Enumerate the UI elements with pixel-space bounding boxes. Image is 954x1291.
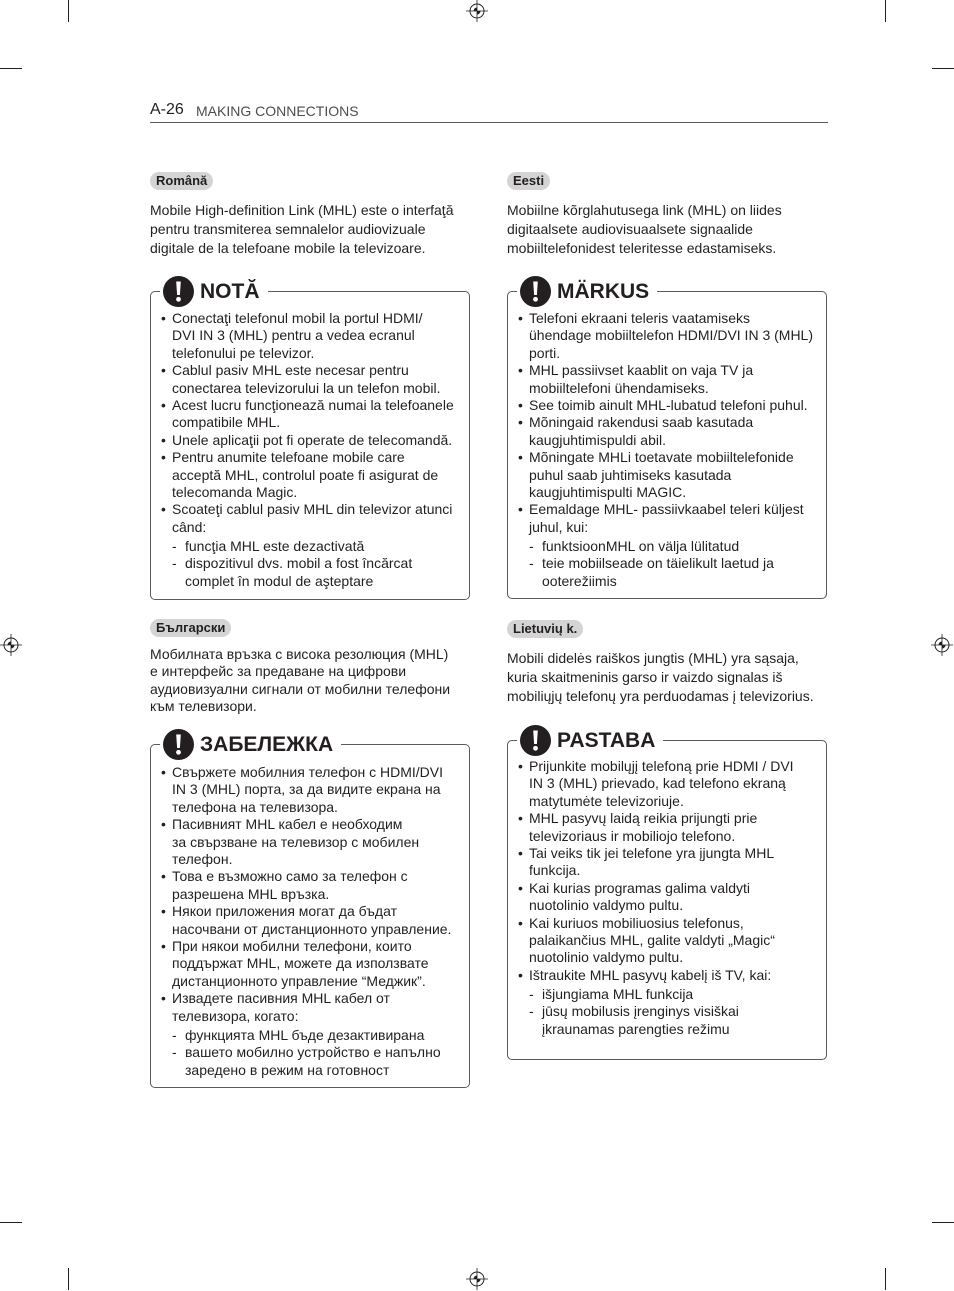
exclamation-circle-graphic: [520, 276, 551, 307]
intro-paragraph: [507, 201, 782, 258]
note-header: [160, 276, 268, 307]
language-badge: Български: [150, 619, 231, 637]
list-item: [529, 758, 826, 810]
list-item: [172, 938, 469, 990]
list-item: [529, 310, 826, 362]
registration-mark-graphic: [0, 634, 22, 656]
sub-list: [529, 538, 826, 590]
language-section-romana: [150, 172, 470, 600]
note-header: [160, 729, 341, 760]
list-item: [529, 845, 826, 880]
exclamation-circle-icon: [163, 276, 194, 307]
crop-mark: [885, 1268, 886, 1290]
registration-mark-icon: [0, 634, 22, 656]
note-title: PASTABA: [557, 729, 656, 752]
text-line: Mobiilne kõrglahutusega link (MHL) on liides: [507, 201, 782, 218]
list-item-line: nuotolinio valdymo pultu.: [529, 949, 684, 966]
list-item-line: ühendage mobiiltelefon HDMI/DVI IN 3 (MHL): [529, 327, 814, 344]
list-item-line: • See toimib ainult MHL-lubatud telefoni puhul.: [529, 397, 808, 414]
list-item-line: porti.: [529, 344, 561, 361]
note-list: [508, 292, 826, 590]
note-title: NOTĂ: [200, 280, 260, 303]
text-line: Mobili didelės raiškos jungtis (MHL) yra sąsaja,: [507, 649, 799, 666]
list-item-line: • Ištraukite MHL pasyvų kabelį iš TV, kai:: [529, 966, 772, 983]
list-item-line: telefonului pe televizor.: [172, 344, 315, 361]
list-item: [172, 397, 469, 432]
sub-item-line: - teie mobiilseade on täielikult laetud ja: [542, 555, 774, 572]
sub-item-line: заредено в режим на готовност: [185, 1061, 390, 1078]
sub-list-item: [542, 986, 826, 1003]
list-item-line: când:: [172, 518, 207, 535]
list-item-line: • MHL passiivset kaablit on vaja TV ja: [529, 362, 754, 379]
list-item-line: насочвани от дистанционното управление.: [172, 920, 452, 937]
intro-paragraph: [150, 201, 453, 258]
note-title: MÄRKUS: [557, 280, 650, 303]
list-item-line: • Mõningaid rakendusi saab kasutada: [529, 414, 754, 431]
sub-item-line: - вашето мобилно устройство е напълно: [185, 1044, 441, 1061]
list-item-line: • Някои приложения могат да бъдат: [172, 903, 397, 920]
list-item-line: • Mõningate MHLi toetavate mobiiltelefonide: [529, 449, 794, 466]
crop-mark: [932, 68, 954, 69]
exclamation-circle-graphic: [163, 276, 194, 307]
list-item: [529, 810, 826, 845]
text-line: е интерфейс за предаване на цифрови: [150, 663, 407, 680]
crop-mark: [68, 1268, 69, 1290]
list-item-line: • Tai veiks tik jei telefone yra įjungta MHL: [529, 845, 775, 862]
list-item-line: • Telefoni ekraani teleris vaatamiseks: [529, 310, 750, 326]
note-list: [151, 745, 469, 1079]
exclamation-circle-graphic: [163, 729, 194, 760]
language-section-bulgarian: [150, 619, 470, 1088]
text-line: digitaalsete audiovisuaalsete signaalide: [507, 220, 753, 237]
list-item: [529, 397, 826, 414]
language-section-lithuanian: [507, 620, 827, 1060]
header-rule: [150, 122, 828, 123]
note-box: [507, 280, 827, 599]
crop-mark: [0, 1222, 22, 1223]
list-item-line: • Kai kuriuos mobiliuosius telefonus,: [529, 914, 744, 931]
exclamation-circle-icon: [163, 729, 194, 760]
crop-mark: [932, 1222, 954, 1223]
intro-paragraph: [150, 646, 450, 716]
sub-list-item: [185, 538, 469, 555]
list-item: [172, 990, 469, 1079]
list-item-line: • Свържете мобилния телефон с HDMI/DVI: [172, 764, 444, 780]
sub-item-line: complet în modul de aşteptare: [185, 572, 374, 589]
list-item: [172, 868, 469, 903]
text-line: към телевизори.: [150, 698, 257, 715]
note-list: [508, 741, 826, 1038]
note-header: [517, 725, 663, 756]
list-item-line: IN 3 (MHL) порта, за да видите екрана на: [172, 781, 441, 798]
note-box: [150, 280, 470, 600]
text-line: kuria skaitmeninis garso ir vaizdo signalas iš: [507, 668, 783, 685]
crop-mark: [885, 0, 886, 22]
text-line: аудиовизуални сигнали от мобилни телефони: [150, 680, 451, 697]
list-item-line: juhul, kui:: [529, 518, 589, 535]
list-item-line: televizoriaus ir mobiliojo telefono.: [529, 827, 736, 844]
list-item-line: mobiiltelefoni ühendamiseks.: [529, 379, 709, 396]
registration-mark-graphic: [466, 1268, 488, 1290]
note-header: [517, 276, 657, 307]
list-item-line: • Pentru anumite telefoane mobile care: [172, 449, 405, 466]
list-item-line: • Eemaldage MHL- passiivkaabel teleri küljest: [529, 501, 804, 518]
list-item-line: телевизора, когато:: [172, 1007, 299, 1024]
crop-mark: [0, 68, 22, 69]
list-item-line: • MHL pasyvų laidą reikia prijungti prie: [529, 810, 758, 827]
sub-item-line: ooterežiimis: [542, 572, 617, 589]
list-item-line: • При някои мобилни телефони, които: [172, 938, 412, 955]
list-item-line: • Това е възможно само за телефон с: [172, 868, 408, 885]
page-number: A-26: [150, 101, 184, 118]
registration-mark-icon: [931, 634, 953, 656]
list-item: [172, 903, 469, 938]
list-item-line: телефона на телевизора.: [172, 798, 338, 815]
list-item-line: DVI IN 3 (MHL) pentru a vedea ecranul: [172, 327, 415, 344]
list-item: [529, 501, 826, 590]
list-item: [529, 362, 826, 397]
note-title: ЗАБЕЛЕЖКА: [200, 733, 334, 756]
sub-list: [172, 538, 469, 590]
list-item-line: • Scoateţi cablul pasiv MHL din televizor atunci: [172, 501, 453, 518]
registration-mark-graphic: [466, 0, 488, 22]
language-section-estonian: [507, 172, 827, 599]
exclamation-circle-icon: [520, 725, 551, 756]
list-item: [529, 414, 826, 449]
list-item-line: • Cablul pasiv MHL este necesar pentru: [172, 362, 409, 379]
list-item: [529, 915, 826, 967]
list-item-line: за свързване на телевизор с мобилен: [172, 833, 420, 850]
intro-paragraph: [507, 649, 814, 706]
language-badge: Lietuvių k.: [507, 620, 583, 638]
sub-list-item: [542, 1003, 826, 1038]
note-box: [150, 733, 470, 1088]
list-item-line: • Prijunkite mobilųjį telefoną prie HDMI / DVI: [529, 758, 794, 774]
list-item-line: palaikančius MHL, galite valdyti „Magic“: [529, 932, 775, 949]
exclamation-circle-icon: [520, 276, 551, 307]
text-line: Mobile High-definition Link (MHL) este o interfaţă: [150, 201, 454, 218]
list-item-line: matytumėte televizoriuje.: [529, 792, 684, 809]
registration-mark-graphic: [931, 634, 953, 656]
sub-item-line: - функцията MHL бъде дезактивирана: [185, 1026, 425, 1043]
language-badge: Eesti: [507, 172, 550, 190]
list-item-line: дистанционното управление “Меджик”.: [172, 972, 426, 989]
list-item-line: nuotolinio valdymo pultu.: [529, 897, 684, 914]
registration-mark-icon: [466, 1268, 488, 1290]
registration-mark-icon: [466, 0, 488, 22]
list-item-line: acceptă MHL, controlul poate fi asigurat de: [172, 466, 439, 483]
sub-item-line: - išjungiama MHL funkcija: [542, 985, 694, 1002]
sub-list-item: [185, 1027, 469, 1044]
text-line: mobiliųjų telefonų yra perduodamas į televizorius.: [507, 687, 814, 704]
sub-list-item: [542, 538, 826, 555]
sub-list-item: [185, 1044, 469, 1079]
note-box: [507, 729, 827, 1060]
list-item: [172, 432, 469, 449]
list-item-line: kaugjuhtimispuldi abil.: [529, 431, 666, 448]
list-item-line: telecomanda Magic.: [172, 484, 298, 501]
list-item: [172, 362, 469, 397]
sub-list: [172, 1027, 469, 1079]
language-badge: Română: [150, 172, 213, 190]
sub-item-line: - dispozitivul dvs. mobil a fost încărcat: [185, 555, 413, 572]
text-line: mobiiltelefonidest teleritesse edastamiseks.: [507, 239, 777, 256]
list-item: [172, 501, 469, 590]
list-item-line: поддържат MHL, можете да използвате: [172, 955, 429, 972]
list-item-line: funkcija.: [529, 862, 581, 879]
sub-item-line: - funcţia MHL este dezactivată: [185, 537, 365, 554]
list-item-line: • Acest lucru funcţionează numai la telefoanele: [172, 397, 454, 414]
list-item: [172, 816, 469, 868]
sub-list-item: [542, 555, 826, 590]
sub-list-item: [185, 555, 469, 590]
list-item-line: • Извадете пасивния MHL кабел от: [172, 990, 390, 1007]
list-item-line: puhul saab juhtimiseks kasutada: [529, 466, 732, 483]
chapter-title: MAKING CONNECTIONS: [196, 103, 359, 119]
list-item-line: conectarea televizorului la un telefon mobil.: [172, 379, 441, 396]
list-item-line: телефон.: [172, 851, 233, 868]
list-item: [529, 449, 826, 501]
list-item: [172, 764, 469, 816]
list-item: [529, 880, 826, 915]
text-line: digitale de la telefoane mobile la televizoare.: [150, 239, 426, 256]
crop-mark: [68, 0, 69, 22]
list-item-line: • Пасивният MHL кабел е необходим: [172, 816, 403, 833]
list-item: [529, 967, 826, 1038]
sub-item-line: - funktsioonMHL on välja lülitatud: [542, 537, 740, 554]
list-item-line: • Conectaţi telefonul mobil la portul HDMI/: [172, 310, 423, 326]
list-item-line: kaugjuhtimispulti MAGIC.: [529, 484, 687, 501]
list-item-line: • Kai kurias programas galima valdyti: [529, 879, 750, 896]
exclamation-circle-graphic: [520, 725, 551, 756]
list-item-line: IN 3 (MHL) prievado, kad telefono ekraną: [529, 775, 786, 792]
list-item-line: • Unele aplicaţii pot fi operate de telecomandă.: [172, 431, 453, 448]
list-item-line: compatibile MHL.: [172, 414, 281, 431]
sub-item-line: įkraunamas parengties režimu: [542, 1020, 730, 1037]
list-item: [172, 449, 469, 501]
note-list: [151, 292, 469, 590]
list-item-line: разрешена MHL връзка.: [172, 885, 330, 902]
sub-list: [529, 986, 826, 1038]
text-line: Мобилната връзка с висока резолюция (MHL): [150, 646, 449, 662]
text-line: pentru transmiterea semnalelor audiovizuale: [150, 220, 426, 237]
sub-item-line: - jūsų mobilusis įrenginys visiškai: [542, 1003, 739, 1020]
list-item: [172, 310, 469, 362]
